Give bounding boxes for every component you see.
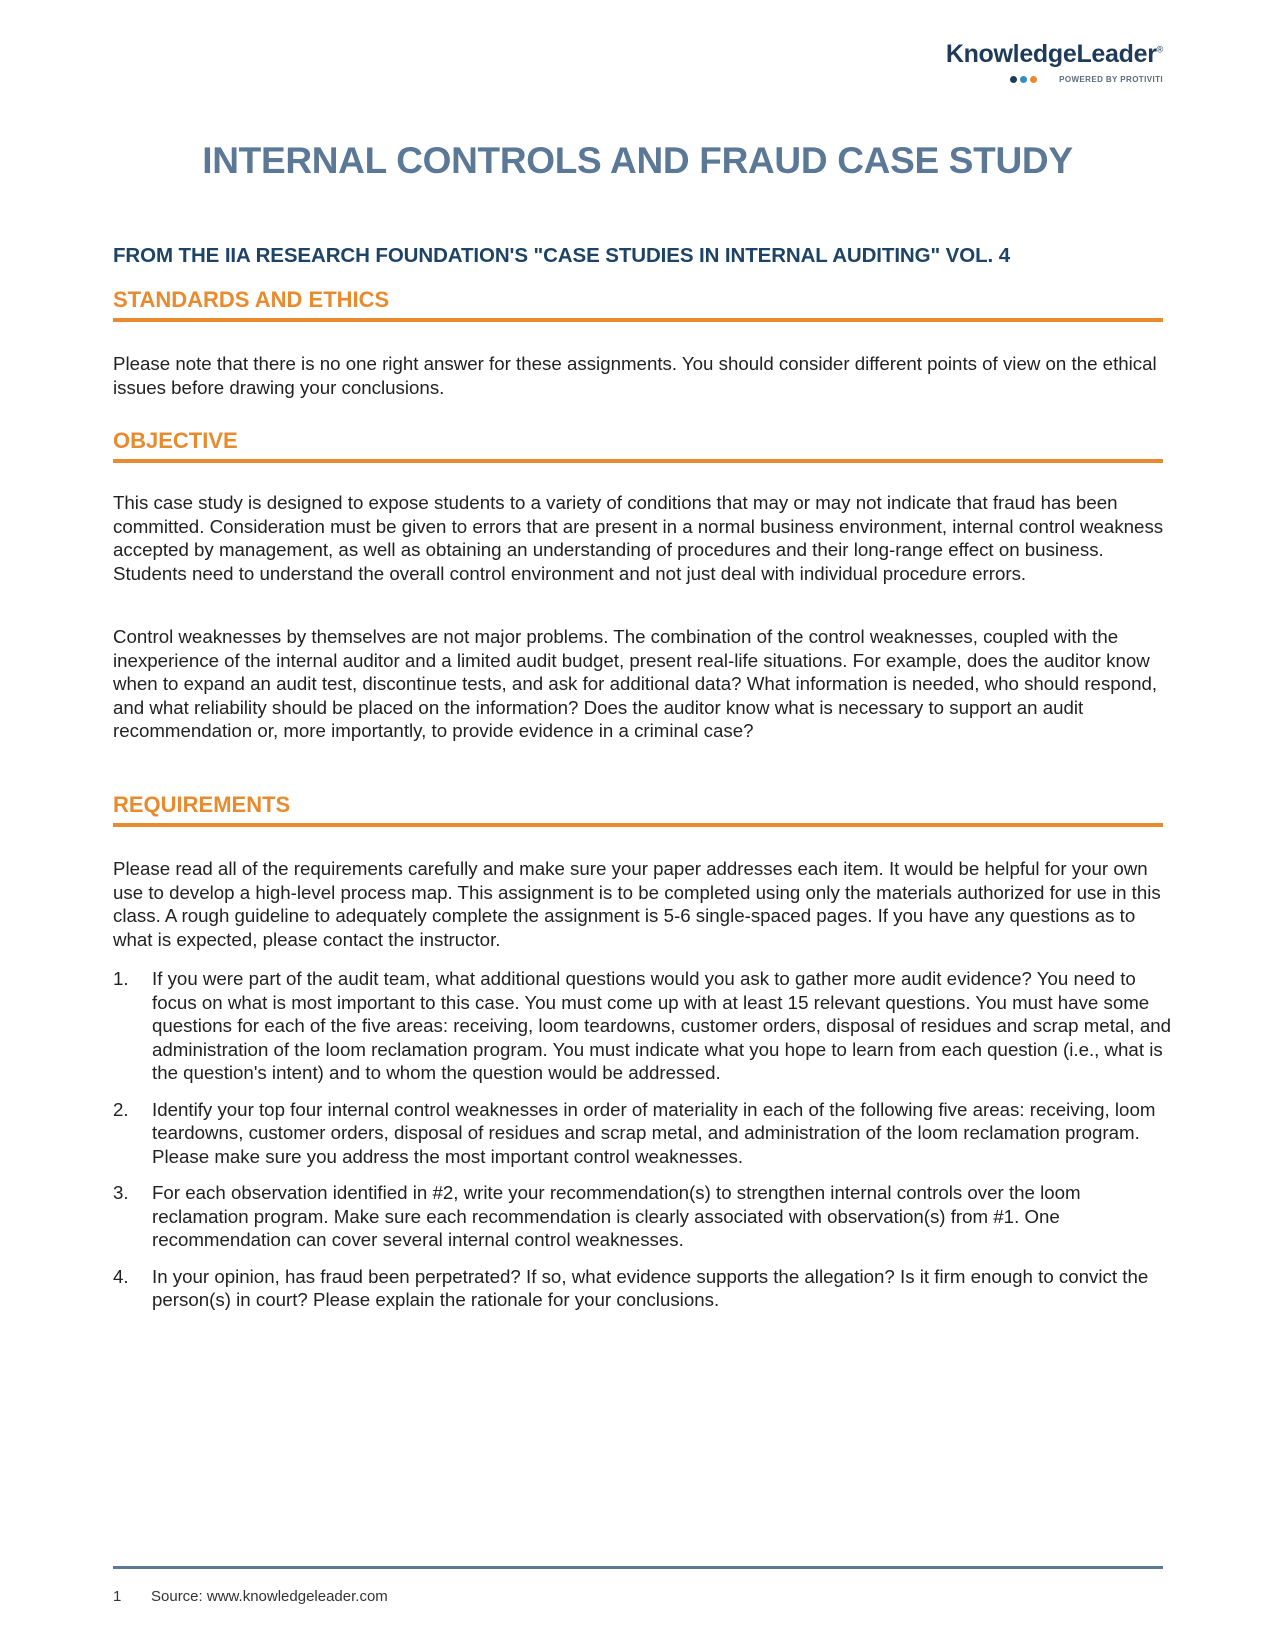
section-standards-and-ethics	[113, 285, 1163, 322]
section-heading: STANDARDS AND ETHICS	[113, 287, 390, 312]
standards-paragraph: Please note that there is no one right answer for these assignments. You should consider different points of view on the ethical issues before drawing your conclusions.	[113, 353, 1157, 398]
list-item-number: 1.	[113, 968, 129, 989]
logo-trademark: ®	[1156, 44, 1163, 55]
section-divider	[113, 318, 1163, 322]
logo-dot	[1020, 76, 1027, 83]
list-item	[113, 967, 1173, 1085]
objective-paragraph-2: Control weaknesses by themselves are not major problems. The combination of the control weaknesses, coupled with the inexperience of the internal auditor and a limited audit budget, present real-life situations. For example, does the auditor know when to expand an audit test, discontinue tests, and ask for additional data? What information is needed, who should respond, and what reliability should be placed on the information? Does the auditor know what is necessary to support an audit recommendation or, more importantly, to provide evidence in a criminal case?	[113, 626, 1158, 741]
section-heading: REQUIREMENTS	[113, 792, 291, 817]
list-item	[113, 1265, 1173, 1312]
requirements-intro: Please read all of the requirements carefully and make sure your paper addresses each item. It would be helpful for your own use to develop a high-level process map. This assignment is to be completed using only the materials authorized for use in this class. A rough guideline to adequately complete the assignment is 5-6 single-spaced pages. If you have any questions as to what is expected, please contact the instructor.	[113, 858, 1161, 950]
objective-paragraph-1: This case study is designed to expose students to a variety of conditions that may or may not indicate that fraud has been committed. Consideration must be given to errors that are present in a normal business environment, internal control weakness accepted by management, as well as obtaining an understanding of procedures and their long-range effect on business. Students need to understand the overall control environment and not just deal with individual procedure errors.	[113, 492, 1164, 584]
logo-dot	[1030, 76, 1037, 83]
section-objective	[113, 426, 1163, 463]
logo-dots-icon	[1010, 76, 1037, 83]
list-item-text: For each observation identified in #2, write your recommendation(s) to strengthen internal controls over the loom reclamation program. Make sure each recommendation is clearly associated with observation(s) from #1. One recommendation can cover several internal control weaknesses.	[152, 1182, 1081, 1250]
logo-brand: KnowledgeLeader	[945, 40, 1157, 68]
logo-tagline: POWERED BY PROTIVITI	[1059, 75, 1163, 84]
footer-source: Source: www.knowledgeleader.com	[151, 1588, 388, 1605]
list-item-text: Identify your top four internal control weaknesses in order of materiality in each of the following five areas: receiving, loom teardowns, customer orders, disposal of residues and scrap metal, and administration of the loom reclamation program. Please make sure you address the most important control weaknesses.	[152, 1098, 1156, 1167]
section-heading: OBJECTIVE	[113, 428, 238, 453]
list-item-number: 4.	[113, 1265, 129, 1287]
list-item-text: If you were part of the audit team, what additional questions would you ask to gather more audit evidence? You need to focus on what is most important to this case. You must come up with at least 15 relevant questions. You must have some questions for each of the five areas: receiving, loom teardowns, customer orders, disposal of residues and scrap metal, and administration of the loom reclamation program. You must indicate what you hope to learn from each question (i.e., what is the question's intent) and to whom the question would be addressed.	[152, 968, 1171, 1083]
page-footer	[113, 1588, 388, 1605]
logo-dot	[1010, 76, 1017, 83]
section-requirements	[113, 790, 1163, 827]
knowledgeleader-logo	[903, 40, 1163, 84]
requirements-list	[113, 967, 1173, 1325]
list-item-number: 3.	[113, 1182, 129, 1203]
footer-divider	[113, 1566, 1163, 1569]
list-item	[113, 1098, 1173, 1169]
list-item-number: 2.	[113, 1098, 129, 1120]
page-title: INTERNAL CONTROLS AND FRAUD CASE STUDY	[202, 140, 1073, 181]
list-item-text: In your opinion, has fraud been perpetrated? If so, what evidence supports the allegation? Is it firm enough to convict the person(s) in court? Please explain the rationale for your conclusions.	[152, 1265, 1149, 1310]
page-subtitle: FROM THE IIA RESEARCH FOUNDATION'S "CASE STUDIES IN INTERNAL AUDITING" VOL. 4	[113, 244, 1011, 267]
section-divider	[113, 823, 1163, 827]
list-item	[113, 1181, 1173, 1252]
section-divider	[113, 459, 1163, 463]
page-number: 1	[113, 1588, 122, 1605]
